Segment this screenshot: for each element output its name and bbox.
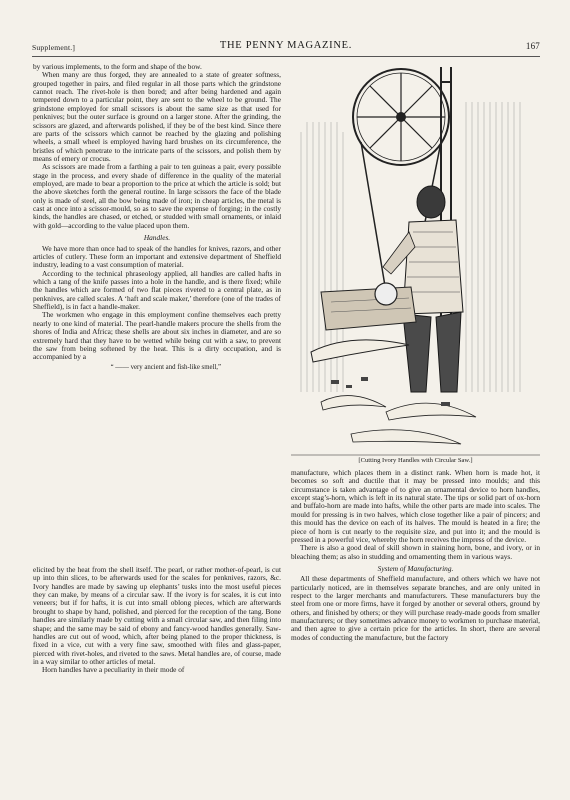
- left-column-continued: [33, 566, 281, 675]
- paragraph: All these departments of Sheffield manufacture, and others which we have not particularly noticed, are in themselves separate branches, and are only united in respect to the larger merchants and manufacturers. These manufacturers buy the steel from one or more firms, have it forged by another or several others, ground by others, and finished by others; or they will purchase ready-made goods from smaller manufacturers; or they sometimes advance money to workmen to purchase material, and then agree to give a certain price for the articles. In short, there are several modes of conducting the manufacture, but the factory: [291, 574, 540, 642]
- paragraph: When many are thus forged, they are annealed to a state of greater softness, grouped together in pairs, and filed regular in all those parts which the grindstone cannot reach. The rivet-hole is then bored; and after being hardened and again tempered down to a particular point, they are sent to the wheel to be ground. The grindstone employed for small scissors is about the same size as that used for penknives; but the outer surface is ground on a larger stone. After the grinding, the scissors are glazed, and afterwards polished, if they be of the best kind. Since there are parts of the scissors which cannot be reached by the glazing and polishing wheels, a small wheel is employed having hard brushes on its circumference, the bristles of which penetrate to the intricate parts of the scissors, and polish them by means of emery or crocus.: [33, 70, 281, 163]
- engraving-svg: [291, 62, 540, 456]
- paragraph: manufacture, which places them in a distinct rank. When horn is made hot, it becomes so soft and ductile that it may be pressed into moulds; and this circumstance is taken advantage of to give an ornamental device to horn handles, except stag’s-horn, which is left in its natural state. The tips or solid part of ox-horn and buffalo-horn are made into hafts, while the other parts are made into scales. The mould for pressing is in two halves, which close together like a pair of pincers; and this mould has the device on each of its halves. The mould is heated in a fire; the piece of horn is cut nearly to the requisite size, and put into it; and the mould is pressed in a powerful vice, whereby the horn receives the impress of the device.: [291, 468, 540, 544]
- quotation: “ —— very ancient and fish-like smell,”: [110, 363, 221, 371]
- left-column: [33, 63, 281, 374]
- engraving-illustration: [291, 62, 540, 456]
- magazine-title: THE PENNY MAGAZINE.: [219, 40, 353, 51]
- page-number: 167: [525, 41, 540, 51]
- section-label: Supplement.]: [32, 43, 76, 52]
- paragraph: There is also a good deal of skill shown in staining horn, bone, and ivory, or in bleaching them; as also in studding and ornamenting them in various ways.: [291, 543, 540, 561]
- paragraph: by various implements, to the form and shape of the bow.: [33, 62, 202, 71]
- right-column: [291, 469, 540, 642]
- page-header: [32, 40, 540, 54]
- paragraph: The workmen who engage in this employment confine themselves each pretty nearly to one kind of material. The pearl-handle makers procure the shells from the shores of India and Africa; these shells are about six inches in diameter, and are so extremely hard that they have to be wetted while being cut with a saw, to prevent the saw from being softened by the heat. This is a dirty occupation, and is accompanied by a: [33, 310, 281, 362]
- paragraph: We have more than once had to speak of the handles for knives, razors, and other articles of cutlery. These form an important and extensive department of Sheffield industry, leading to a vast consumption of material.: [33, 243, 281, 270]
- header-rule: [32, 56, 540, 57]
- paragraph: According to the technical phraseology applied, all handles are called hafts in which a tang of the knife passes into a hole in the handle, and is there fixed; while the handles which are formed of two flat pieces riveted to a central plate, as in penknives, are called scales. A ‘haft and scale maker,’ therefore (one of the trades of Sheffield), is in fact a handle-maker.: [33, 268, 281, 312]
- figure-caption: [Cutting Ivory Handles with Circular Saw.]: [358, 457, 473, 464]
- paragraph: elicited by the heat from the shell itself. The pearl, or rather mother-of-pearl, is cut up into thin slices, to be afterwards used for the scales for penknives, razors, &c. Ivory handles are made by sawing up elephants’ tusks into the most useful pieces they can make, by means of a circular saw. If the ivory is for scales, it is cut into veneers; but if for hafts, it is cut into small oblong pieces, which are afterwards brought to shape by hand, polished, and pierced for the reception of the tang. Bone handles are similarly made by cutting with a small circular saw, and then filing into shape; and the same may be said of ebony and fancy-wood handles generally. Saw-handles are cut out of wood, which, after being planed to the proper thickness, is fixed in a vice, cut with a very fine saw, smoothed with files and glass-paper, pierced with rivet-holes, and riveted to the saws. Metal handles are, of course, made in a way similar to other articles of metal.: [33, 565, 281, 666]
- paragraph: As scissors are made from a farthing a pair to ten guineas a pair, every possible stage in the process, and every shade of difference in the quality of the material employed, are made to bear a proportion to the price at which the article is sold; but the above sketches forth the general routine. In large scissors the face of the blade only is made of steel, all the bow being made of iron; in cheap articles, the metal is cast at once into a scissor-mould, so as to save the expense of forging; in the costly kinds, the handles are chased, or etched, or studded with small ornaments, or inlaid with gold—according to the value placed upon them.: [33, 162, 281, 230]
- section-heading-handles: Handles.: [143, 233, 171, 243]
- paragraph: Horn handles have a peculiarity in their mode of: [42, 665, 185, 675]
- section-heading-system: System of Manufacturing.: [377, 563, 454, 573]
